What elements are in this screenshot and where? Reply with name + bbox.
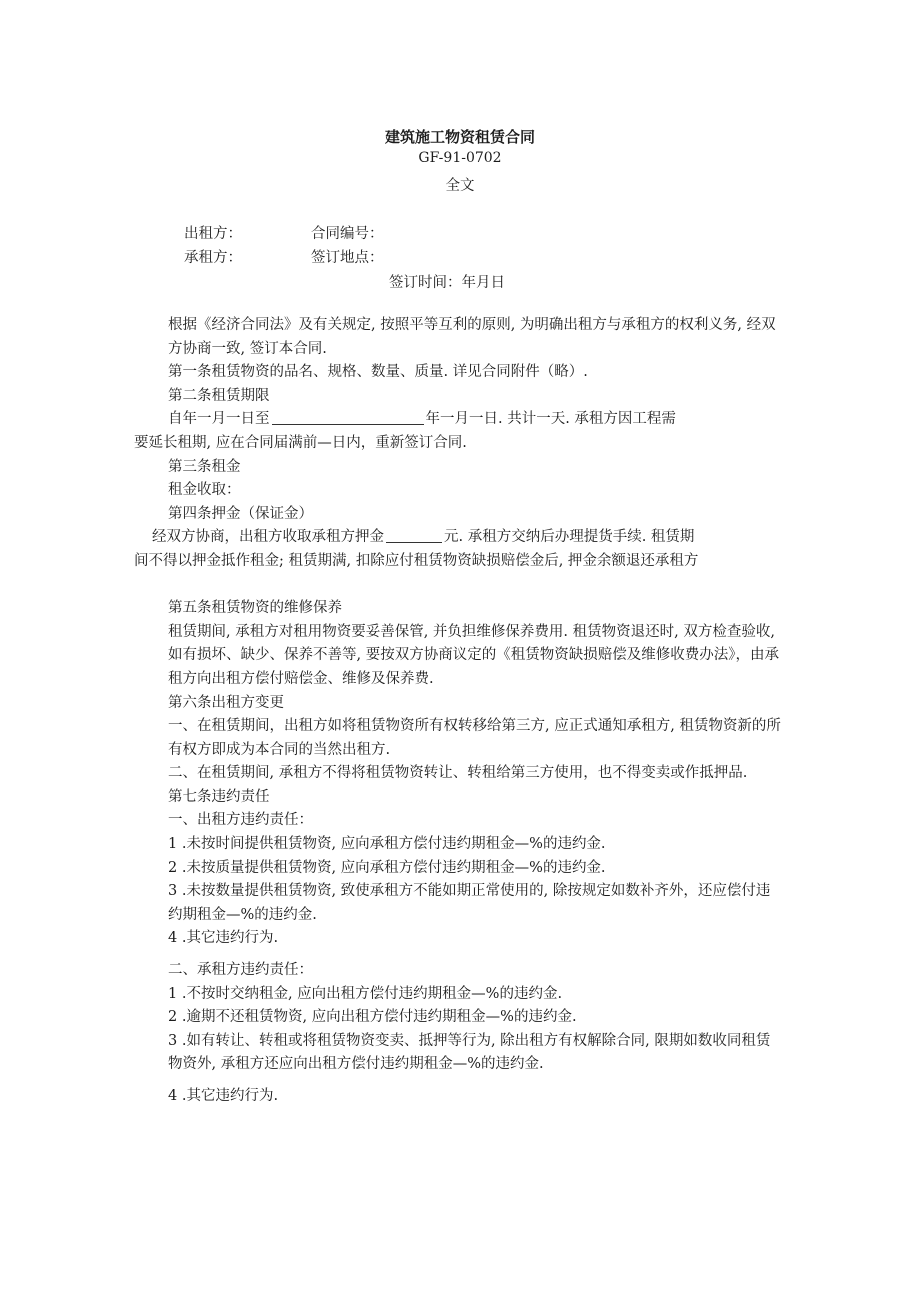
article-4-line-2: 间不得以押金抵作租金; 租赁期满, 扣除应付租赁物资缺损赔偿金后, 押金余额退还承租方 — [134, 552, 699, 569]
lessee-label: 承租方： — [184, 250, 242, 266]
lessor-liability-item-3: 3 .未按数量提供租赁物资, 致使承租方不能如期正常使用的, 除按规定如数补齐外，还应偿付违约期租金—%的违约金. — [168, 883, 771, 923]
lessee-liability-item-3: 3 .如有转让、转租或将租赁物资变卖、抵押等行为, 除出租方有权解除合同, 限期如数收同租赁物资外, 承租方还应向出租方偿付违约期租金—%的违约金. — [168, 1032, 771, 1073]
lessee-liability-item-2: 2 .逾期不还租赁物资, 应向出租方偿付违约期租金—%的违约金. — [168, 1009, 577, 1026]
blank-field — [272, 410, 424, 425]
lessee-liability-item-4: 4 .其它违约行为. — [168, 1088, 279, 1104]
article-6-clause-2: 二、在租赁期间, 承租方不得将租赁物资转让、转租给第三方使用，也不得变卖或作抵押品. — [168, 765, 748, 782]
article-4-title: 第四条押金（保证金） — [168, 505, 313, 522]
document-title: 建筑施工物资租赁合同 — [384, 128, 535, 146]
lessee-liability-title: 二、承租方违约责任： — [168, 962, 313, 979]
article-7-title: 第七条违约责任 — [168, 788, 270, 805]
article-3-body: 租金收取： — [168, 482, 241, 499]
intro-paragraph: 根据《经济合同法》及有关规定, 按照平等互利的原则, 为明确出租方与承租方的权利义务, 经双方协商一致, 签订本合同. — [168, 317, 776, 357]
deposit-blank-field — [386, 528, 442, 543]
contract-body — [134, 314, 784, 1109]
spacer — [134, 1077, 784, 1085]
sign-time-label: 签订时间：年月日 — [389, 275, 505, 291]
article-6-title: 第六条出租方变更 — [168, 694, 284, 711]
spacer — [134, 574, 784, 598]
lessor-liability-item-4: 4 .其它违约行为. — [168, 930, 279, 947]
sign-place-label: 签订地点： — [311, 250, 384, 266]
lessor-liability-item-2: 2 .未按质量提供租赁物资, 应向承租方偿付违约期租金—%的违约金. — [168, 859, 606, 876]
article-2-line-1 — [134, 408, 784, 432]
lessor-liability-title: 一、出租方违约责任： — [168, 812, 313, 829]
full-text-label: 全文 — [445, 178, 475, 194]
lessor-liability-item-1: 1 .未按时间提供租赁物资, 应向承租方偿付违约期租金—%的违约金. — [168, 836, 606, 853]
article-2-line-1-start: 自年一月一日至 — [168, 411, 270, 428]
article-6-clause-1: 一、在租赁期间，出租方如将租赁物资所有权转移给第三方, 应正式通知承租方, 租赁物资新的所有权方即成为本合同的当然出租方. — [168, 718, 781, 758]
article-2-title: 第二条租赁期限 — [168, 387, 270, 404]
article-2-line-2: 要延长租期, 应在合同届满前—日内，重新签订合同. — [134, 434, 467, 451]
article-1: 第一条租赁物资的品名、规格、数量、质量. 详见合同附件（略）. — [168, 364, 588, 381]
article-4-line-1-start: 经双方协商，出租方收取承租方押金 — [152, 529, 384, 546]
spacer — [134, 951, 784, 959]
lessee-liability-item-1: 1 .不按时交纳租金, 应向出租方偿付违约期租金—%的违约金. — [168, 985, 563, 1002]
article-4-line-1 — [134, 526, 784, 550]
article-3-title: 第三条租金 — [168, 458, 241, 475]
article-2-line-1-end: 年一月一日. 共计一天. 承租方因工程需 — [425, 411, 676, 428]
contract-number-label: 合同编号： — [311, 226, 384, 242]
article-5-title: 第五条租赁物资的维修保养 — [168, 600, 342, 617]
document-code: GF-91-0702 — [418, 150, 502, 166]
lessor-label: 出租方： — [184, 226, 242, 242]
article-5-body: 租赁期间, 承租方对租用物资要妥善保管, 并负担维修保养费用. 租赁物资退还时, 双方检查验收, 如有损坏、缺少、保养不善等, 要按双方协商议定的《租赁物资缺损赔偿及维修收费办法》，由承租方向出租方偿付赔偿金、维修及保养费. — [168, 623, 779, 687]
article-4-line-1-end: 元. 承租方交纳后办理提货手续. 租赁期 — [444, 529, 695, 546]
